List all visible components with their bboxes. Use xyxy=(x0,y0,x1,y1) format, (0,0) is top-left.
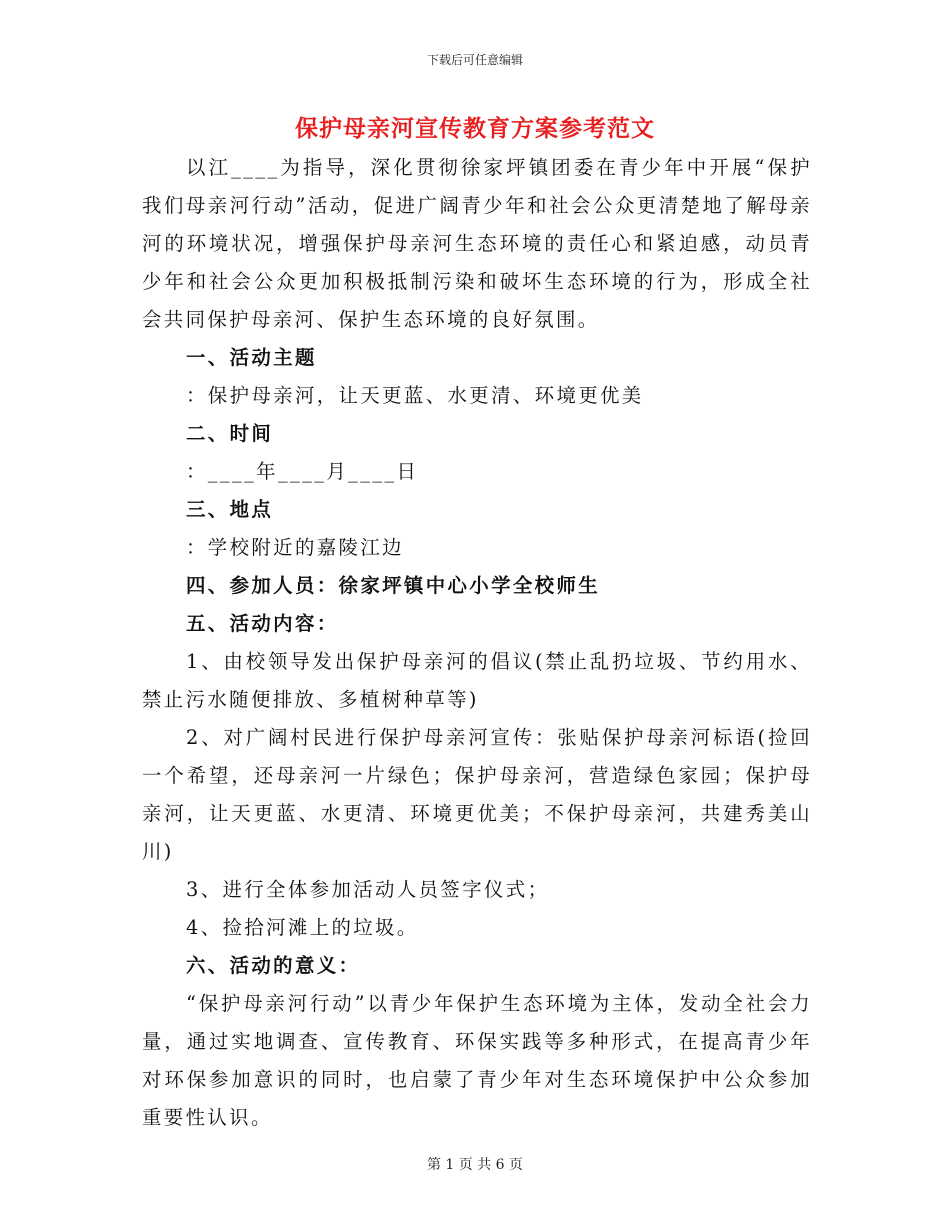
section-text-theme: ：保护母亲河，让天更蓝、水更清、环境更优美 xyxy=(186,384,644,407)
page-header: 下载后可任意编辑 xyxy=(426,53,523,67)
section-heading-participants: 四、参加人员：徐家坪镇中心小学全校师生 xyxy=(186,574,601,597)
intro-paragraph: 以江____为指导，深化贯彻徐家坪镇团委在青少年中开展“保护我们母亲河行动”活动，促进广阔青少年和社会公众更清楚地了解母亲河的环境状况，增强保护母亲河生态环境的责任心和紧迫感，动员青少年和社会公众更加积极抵制污染和破坏生态环境的行为，形成全社会共同保护母亲河、保护生态环境的良好氛围。 xyxy=(142,156,812,331)
page-footer: 第 1 页 共 6 页 xyxy=(426,1157,524,1173)
content-item-1: 1、由校领导发出保护母亲河的倡议(禁止乱扔垃圾、节约用水、禁止污水随便排放、多植树种草等) xyxy=(142,650,812,711)
section-text-location: ：学校附近的嘉陵江边 xyxy=(186,536,404,559)
content-item-2: 2、对广阔村民进行保护母亲河宣传：张贴保护母亲河标语(捡回一个希望，还母亲河一片绿色；保护母亲河，营造绿色家园；保护母亲河，让天更蓝、水更清、环境更优美；不保护母亲河，共建秀美山川) xyxy=(142,726,812,863)
section-text-time: ：____年____月____日 xyxy=(186,460,419,483)
section-heading-time: 二、时间 xyxy=(186,422,274,445)
section-heading-theme: 一、活动主题 xyxy=(186,346,317,369)
section-heading-content: 五、活动内容： xyxy=(186,612,339,635)
document-body xyxy=(142,149,812,1137)
content-item-4: 4、捡拾河滩上的垃圾。 xyxy=(186,916,419,939)
document-title: 保护母亲河宣传教育方案参考范文 xyxy=(295,115,655,142)
content-item-3: 3、进行全体参加活动人员签字仪式； xyxy=(186,878,550,901)
section-heading-significance: 六、活动的意义： xyxy=(186,954,361,977)
section-heading-location: 三、地点 xyxy=(186,498,274,521)
section-text-significance: “保护母亲河行动”以青少年保护生态环境为主体，发动全社会力量，通过实地调查、宣传教育、环保实践等多种形式，在提高青少年对环保参加意识的同时，也启蒙了青少年对生态环境保护中公众参加重要性认识。 xyxy=(142,992,812,1129)
